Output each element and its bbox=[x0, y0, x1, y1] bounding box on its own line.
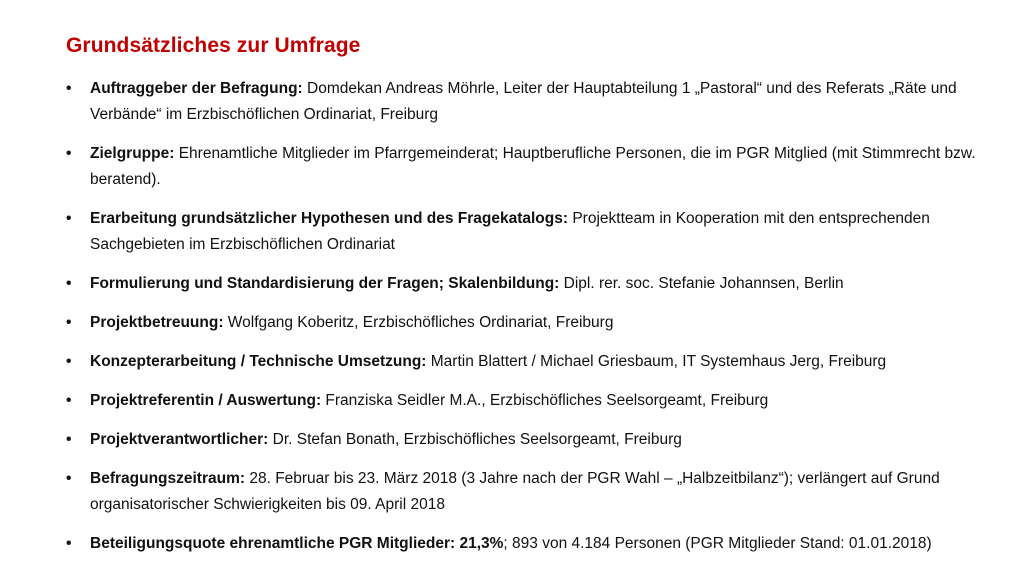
bullet-item-befragungszeitraum bbox=[66, 466, 1016, 518]
bullet-text: Wolfgang Koberitz, Erzbischöfliches Ordinariat, Freiburg bbox=[223, 314, 614, 331]
bullet-label: Formulierung und Standardisierung der Fragen; Skalenbildung: bbox=[90, 275, 560, 292]
bullet-text: 28. Februar bis 23. März 2018 (3 Jahre nach der PGR Wahl – „Halbzeitbilanz“); verlängert auf Grund organisatorischer Schwierigkeiten bis 09. April 2018 bbox=[90, 470, 940, 513]
bullet-text: Dipl. rer. soc. Stefanie Johannsen, Berlin bbox=[559, 275, 844, 292]
bullet-label: Zielgruppe: bbox=[90, 145, 175, 162]
bullet-icon: • bbox=[66, 80, 72, 97]
bullet-text: Ehrenamtliche Mitglieder im Pfarrgemeinderat; Hauptberufliche Personen, die im PGR Mitglied (mit Stimmrecht bzw. beratend). bbox=[90, 145, 976, 188]
bullet-label: Erarbeitung grundsätzlicher Hypothesen und des Fragekatalogs: bbox=[90, 210, 569, 227]
bullet-item-projektbetreuung bbox=[66, 310, 1016, 336]
bullet-item-konzepterarbeitung bbox=[66, 349, 1016, 375]
bullet-text: ; 893 von 4.184 Personen (PGR Mitglieder Stand: 01.01.2018) bbox=[503, 535, 932, 552]
bullet-icon: • bbox=[66, 392, 72, 409]
bullet-text: Franziska Seidler M.A., Erzbischöfliches Seelsorgeamt, Freiburg bbox=[321, 392, 769, 409]
bullet-item-auftraggeber bbox=[66, 76, 1016, 128]
bullet-text: Dr. Stefan Bonath, Erzbischöfliches Seelsorgeamt, Freiburg bbox=[268, 431, 682, 448]
bullet-item-beteiligungsquote bbox=[66, 531, 1016, 557]
bullet-icon: • bbox=[66, 314, 72, 331]
bullet-label: Befragungszeitraum: bbox=[90, 470, 246, 487]
bullet-text: Martin Blattert / Michael Griesbaum, IT Systemhaus Jerg, Freiburg bbox=[426, 353, 887, 370]
bullet-label: Projektreferentin / Auswertung: bbox=[90, 392, 322, 409]
bullet-text: Projektteam in Kooperation mit den entsprechenden Sachgebieten im Erzbischöflichen Ordinariat bbox=[90, 210, 930, 253]
bullet-label: Projektbetreuung: bbox=[90, 314, 224, 331]
bullet-icon: • bbox=[66, 145, 72, 162]
bullet-label: Projektverantwortlicher: bbox=[90, 431, 269, 448]
bullet-label: Auftraggeber der Befragung: bbox=[90, 80, 303, 97]
bullet-item-projektreferentin bbox=[66, 388, 1016, 414]
bullet-icon: • bbox=[66, 535, 72, 552]
slide-title: Grundsätzliches zur Umfrage bbox=[66, 34, 361, 57]
bullet-icon: • bbox=[66, 210, 72, 227]
bullet-label: Beteiligungsquote ehrenamtliche PGR Mitglieder: 21,3% bbox=[90, 535, 504, 552]
bullet-label: Konzepterarbeitung / Technische Umsetzung: bbox=[90, 353, 427, 370]
bullet-icon: • bbox=[66, 275, 72, 292]
bullet-list bbox=[66, 76, 1016, 570]
bullet-item-erarbeitung bbox=[66, 206, 1016, 258]
bullet-icon: • bbox=[66, 353, 72, 370]
bullet-text: Domdekan Andreas Möhrle, Leiter der Hauptabteilung 1 „Pastoral“ und des Referats „Räte und Verbände“ im Erzbischöflichen Ordinariat, Freiburg bbox=[90, 80, 957, 123]
bullet-item-formulierung bbox=[66, 271, 1016, 297]
bullet-item-projektverantwortlicher bbox=[66, 427, 1016, 453]
bullet-icon: • bbox=[66, 470, 72, 487]
bullet-item-zielgruppe bbox=[66, 141, 1016, 193]
bullet-icon: • bbox=[66, 431, 72, 448]
